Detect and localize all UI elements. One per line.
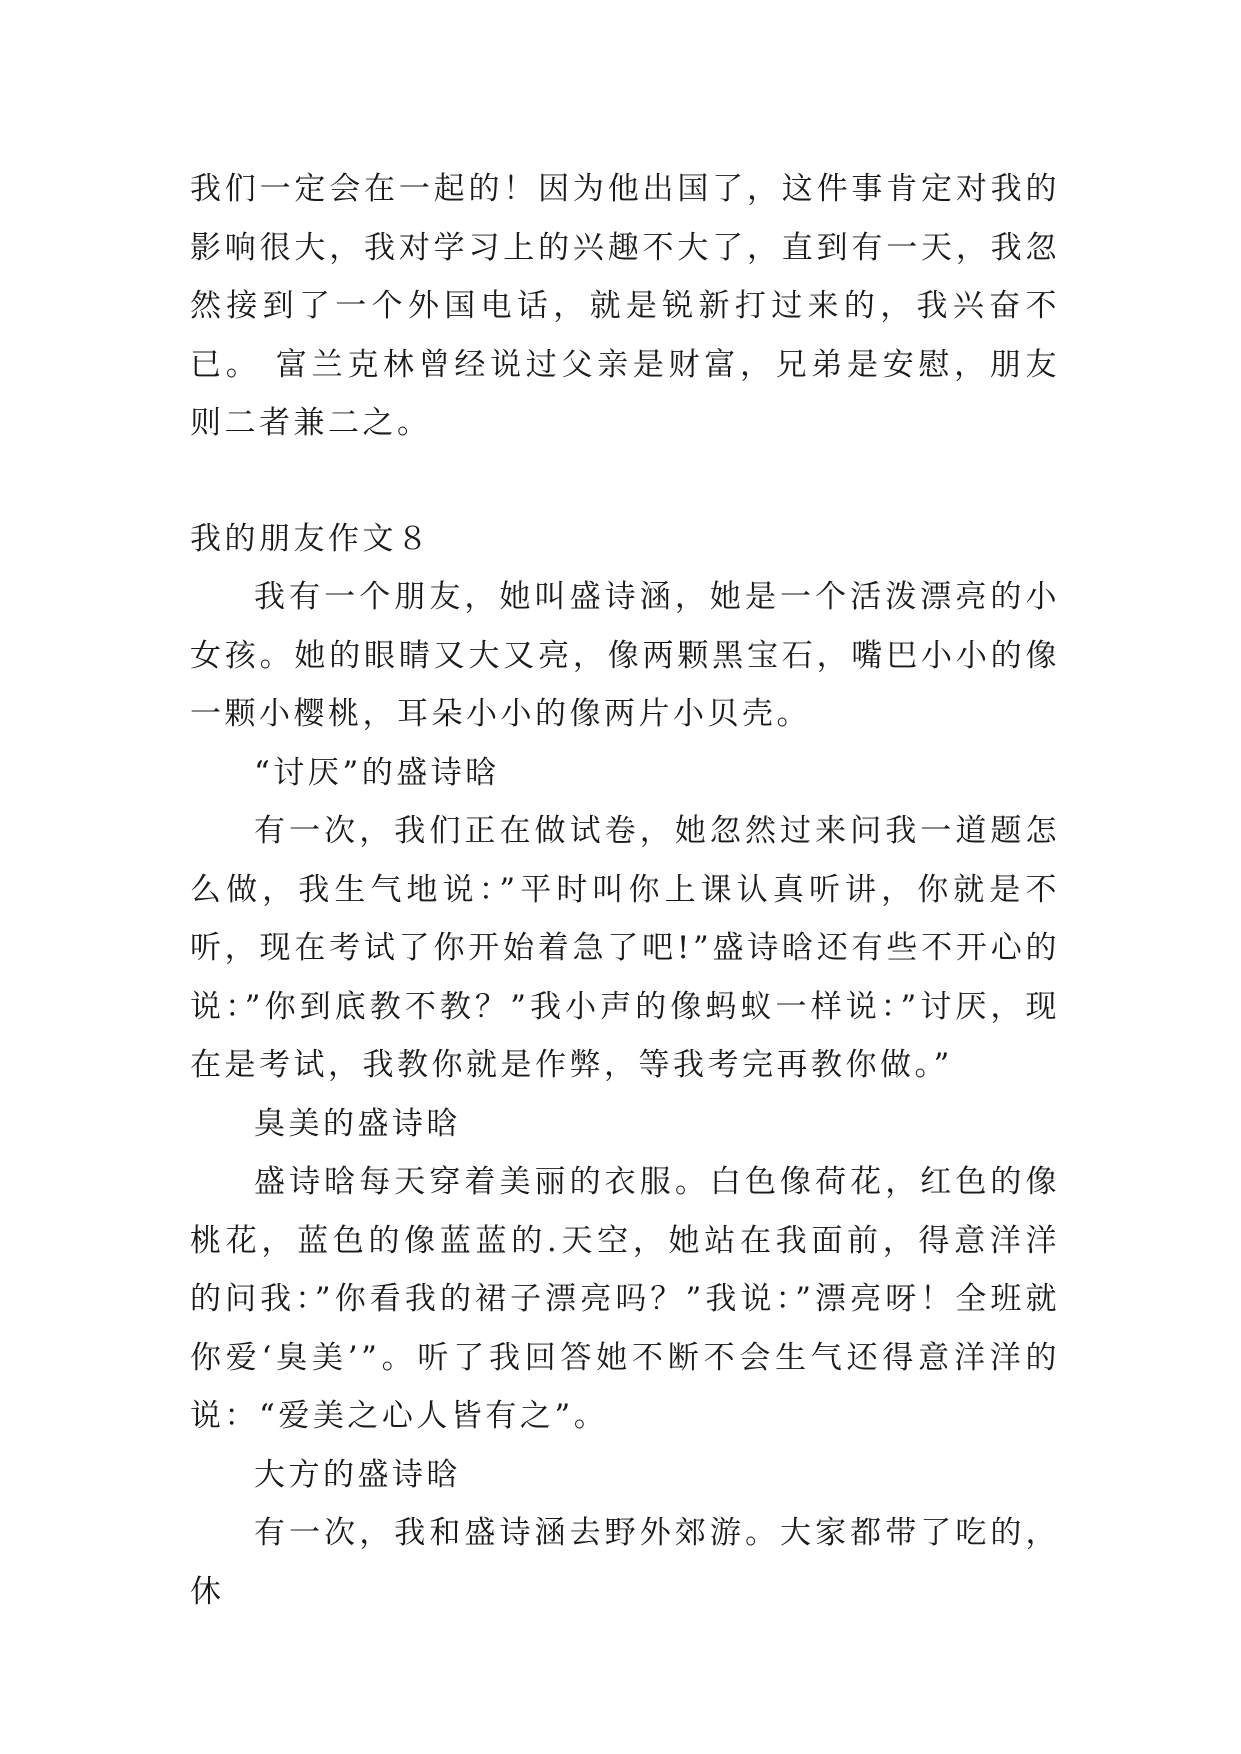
section-heading-vain: 臭美的盛诗晗 bbox=[254, 1105, 461, 1142]
document-page bbox=[190, 160, 1060, 1621]
essay-paragraph-1: 我有一个朋友，她叫盛诗涵，她是一个活泼漂亮的小女孩。她的眼睛又大又亮，像两颗黑宝石，嘴巴小小的像一颗小樱桃，耳朵小小的像两片小贝壳。 bbox=[190, 579, 1060, 732]
essay-title: 我的朋友作文８ bbox=[190, 520, 432, 557]
paragraph-intro: 我们一定会在一起的！因为他出国了，这件事肯定对我的影响很大，我对学习上的兴趣不大了，直到有一天，我忽然接到了一个外国电话，就是锐新打过来的，我兴奋不已。 富兰克林曾经说过父亲是财富，兄弟是安慰，朋友则二者兼二之。 bbox=[190, 171, 1060, 441]
section-heading-annoying: “讨厌”的盛诗晗 bbox=[254, 754, 500, 791]
section-heading-generous: 大方的盛诗晗 bbox=[254, 1456, 461, 1493]
essay-paragraph-2: 有一次，我们正在做试卷，她忽然过来问我一道题怎么做，我生气地说：”平时叫你上课认真听讲，你就是不听，现在考试了你开始着急了吧!”盛诗晗还有些不开心的说：”你到底教不教？”我小声的像蚂蚁一样说：”讨厌，现在是考试，我教你就是作弊，等我考完再教你做。” bbox=[190, 813, 1060, 1083]
essay-paragraph-3: 盛诗晗每天穿着美丽的衣服。白色像荷花，红色的像桃花，蓝色的像蓝蓝的.天空，她站在我面前，得意洋洋的问我：”你看我的裙子漂亮吗？”我说：”漂亮呀！全班就你爱‘臭美’”。听了我回答她不断不会生气还得意洋洋的说：“爱美之心人皆有之”。 bbox=[190, 1164, 1060, 1434]
paragraph-gap bbox=[190, 453, 1060, 510]
essay-paragraph-4: 有一次，我和盛诗涵去野外郊游。大家都带了吃的，休 bbox=[190, 1515, 1060, 1610]
